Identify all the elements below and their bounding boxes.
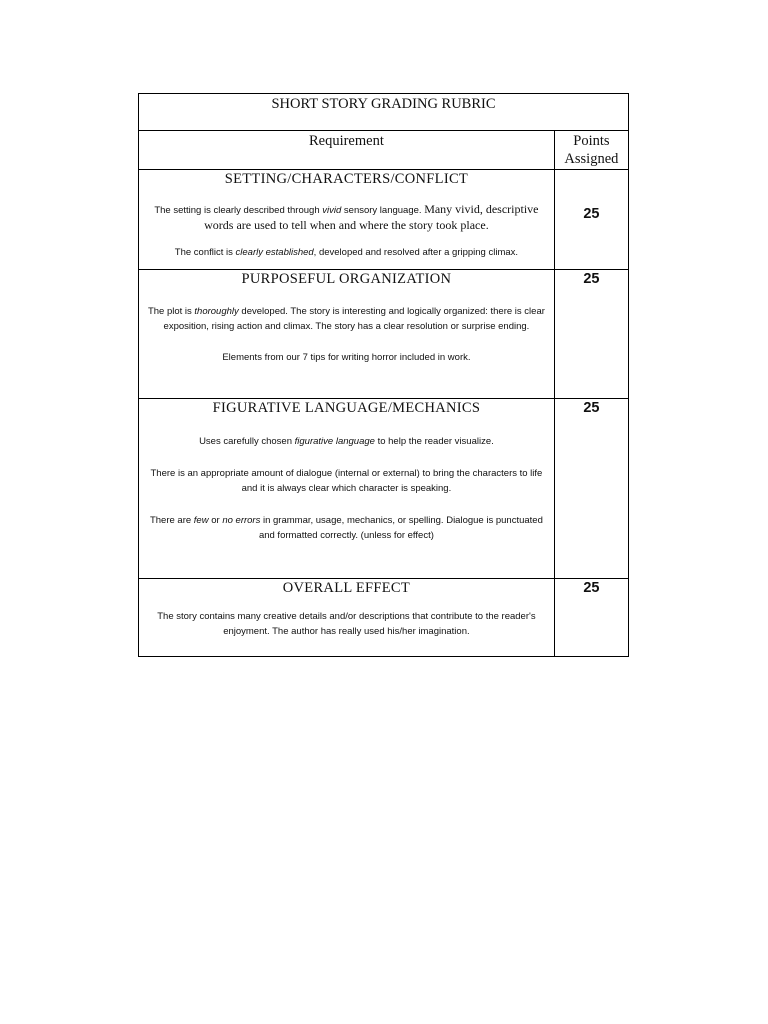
requirement-cell [139, 399, 555, 579]
points-cell [554, 579, 628, 657]
section-title: PURPOSEFUL ORGANIZATION [241, 271, 452, 287]
section-title: OVERALL EFFECT [282, 580, 411, 596]
points-header-line1: Points [573, 133, 610, 149]
header-row [139, 131, 629, 170]
rubric-row-organization [139, 270, 629, 399]
points-value: 25 [583, 206, 600, 222]
section-title: SETTING/CHARACTERS/CONFLICT [224, 171, 469, 187]
criterion-text: There are few or no errors in grammar, usage, mechanics, or spelling. Dialogue is punctuated and formatted correctly. (unless for effect) [149, 515, 543, 541]
criterion-text: The plot is thoroughly developed. The story is interesting and logically organized: there is clear exposition, rising action and climax. The story has a clear resolution or surprise ending. [147, 306, 545, 332]
requirement-cell [139, 270, 555, 399]
criterion-text: Uses carefully chosen figurative language to help the reader visualize. [199, 436, 494, 447]
criterion-text: The conflict is clearly established, developed and resolved after a gripping climax. [174, 247, 519, 258]
points-cell [554, 270, 628, 399]
requirement-header: Requirement [139, 131, 555, 170]
rubric-row-setting [139, 170, 629, 270]
points-cell [554, 170, 628, 270]
criterion-text: Elements from our 7 tips for writing horror included in work. [222, 352, 471, 363]
criterion-text: The setting is clearly described through vivid sensory language. Many vivid, descriptive words are used to tell when and where the story took place. [154, 202, 539, 232]
points-value: 25 [583, 400, 600, 416]
rubric-row-overall [139, 579, 629, 657]
points-value: 25 [583, 580, 600, 596]
points-value: 25 [583, 271, 600, 287]
criterion-text: The story contains many creative details and/or descriptions that contribute to the reader's enjoyment. The author has really used his/her imagination. [157, 611, 536, 637]
criterion-text: There is an appropriate amount of dialogue (internal or external) to bring the characters to life and it is always clear which character is speaking. [150, 468, 543, 494]
points-header [554, 131, 628, 170]
requirement-cell [139, 170, 555, 270]
points-cell [554, 399, 628, 579]
rubric-table [138, 93, 629, 657]
rubric-title: SHORT STORY GRADING RUBRIC [139, 94, 629, 131]
rubric-row-language [139, 399, 629, 579]
section-title: FIGURATIVE LANGUAGE/MECHANICS [212, 400, 481, 416]
requirement-cell [139, 579, 555, 657]
points-header-line2: Assigned [564, 151, 619, 167]
title-row [139, 94, 629, 131]
